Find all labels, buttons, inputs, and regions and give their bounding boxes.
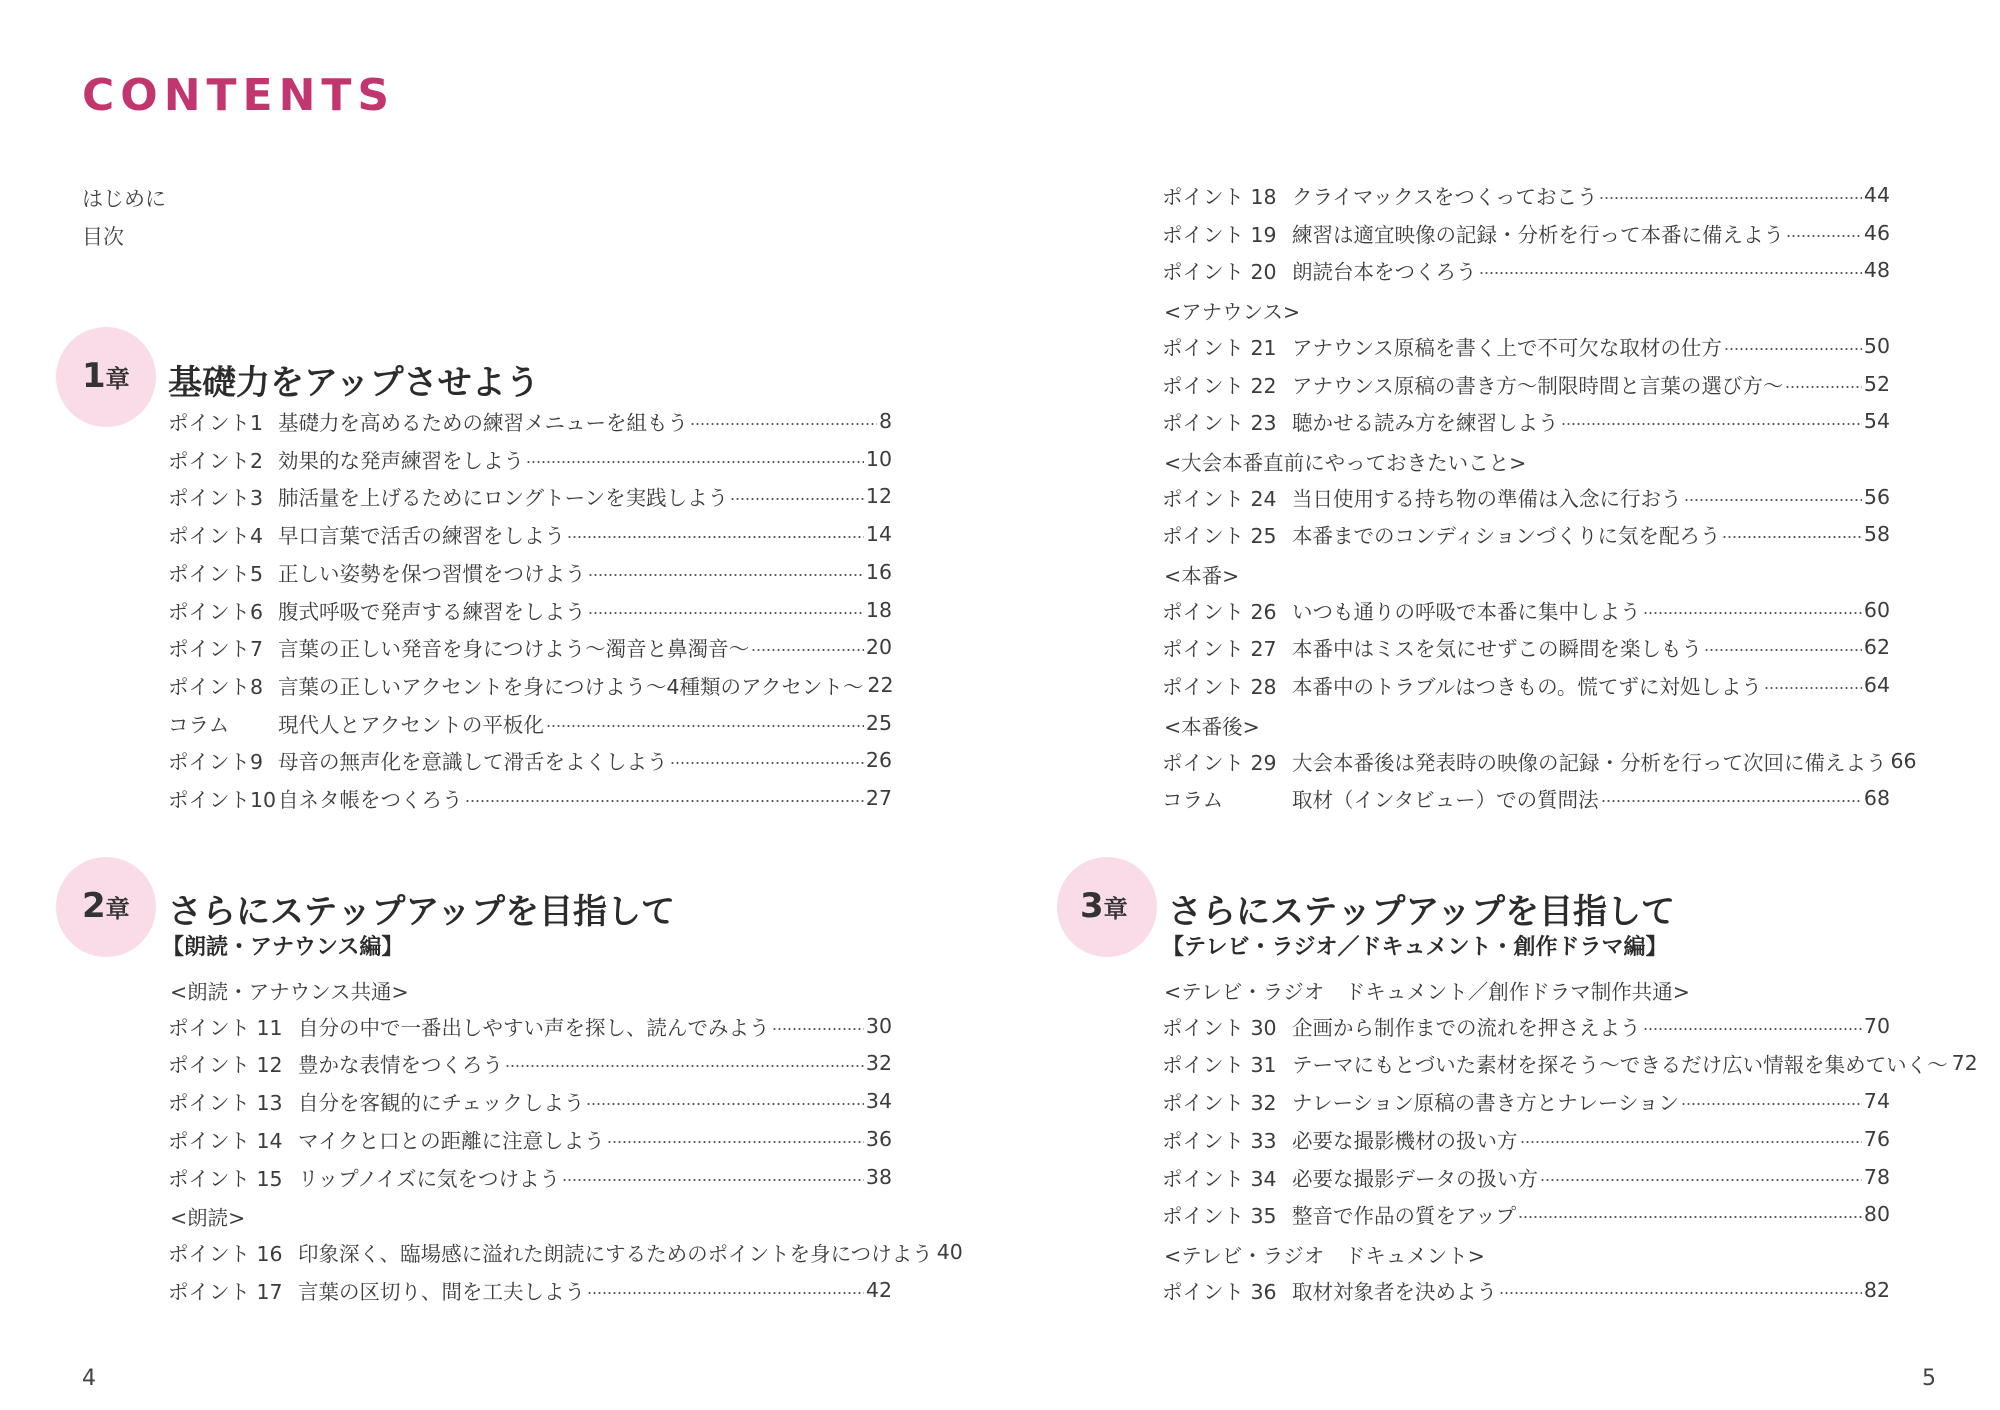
toc-entry[interactable] — [1162, 1275, 1890, 1305]
toc-leader-dots — [730, 498, 864, 500]
toc-entry-page: 48 — [1863, 258, 1890, 283]
toc-entry-label: ポイント4 — [168, 524, 264, 549]
front-matter-item: はじめに — [82, 187, 166, 211]
toc-entry[interactable] — [168, 745, 892, 775]
toc-leader-dots — [690, 423, 877, 425]
toc-entry-title: 取材対象者を決めよう — [1292, 1279, 1497, 1304]
right-page — [1000, 0, 2000, 1410]
toc-entry-page: 8 — [878, 409, 892, 433]
toc-entry-page: 58 — [1863, 522, 1890, 547]
toc-entry[interactable] — [168, 519, 892, 549]
toc-entry[interactable] — [168, 481, 892, 511]
toc-leader-dots — [607, 1141, 864, 1143]
chapter-2-title: さらにステップアップを目指して — [168, 892, 675, 932]
toc-entry-page: 26 — [865, 748, 892, 773]
toc-entry-page: 68 — [1863, 786, 1890, 811]
toc-entry-label: ポイント 29 — [1162, 750, 1277, 775]
toc-entry-label: ポイント 30 — [1162, 1015, 1277, 1040]
toc-entry-page: 64 — [1863, 673, 1890, 698]
toc-entry-label: ポイント 31 — [1162, 1053, 1277, 1078]
toc-section-heading: <大会本番直前にやっておきたいこと> — [1164, 450, 1527, 475]
toc-entry[interactable] — [1162, 1086, 1890, 1116]
toc-leader-dots — [588, 612, 864, 614]
chapter-3-number: 3章 — [1080, 886, 1128, 926]
toc-entry[interactable] — [168, 1011, 892, 1041]
toc-entry[interactable] — [1162, 255, 1890, 285]
toc-entry-title: 母音の無声化を意識して滑舌をよくしよう — [278, 750, 668, 775]
toc-entry-page: 62 — [1863, 635, 1890, 660]
toc-entry-page: 16 — [865, 559, 892, 584]
chapter-3-title: さらにステップアップを目指して — [1168, 892, 1675, 932]
toc-entry-title: 朗読台本をつくろう — [1292, 260, 1477, 285]
toc-entry-page: 40 — [936, 1239, 963, 1264]
toc-entry-page: 74 — [1863, 1089, 1890, 1114]
toc-leader-dots — [1684, 499, 1862, 501]
toc-entry-label: ポイント10 — [168, 788, 277, 812]
toc-entry-page: 76 — [1863, 1126, 1890, 1151]
toc-entry-page: 34 — [865, 1089, 892, 1114]
toc-leader-dots — [751, 649, 864, 651]
toc-entry[interactable] — [1162, 1048, 1978, 1078]
toc-leader-dots — [1643, 1028, 1862, 1030]
toc-section-heading: <朗読> — [170, 1206, 246, 1231]
toc-entry-title: 聴かせる読み方を練習しよう — [1292, 411, 1559, 436]
toc-leader-dots — [586, 1103, 864, 1105]
toc-entry[interactable] — [168, 557, 892, 587]
toc-entry-label: ポイント8 — [168, 674, 264, 699]
toc-entry-label: ポイント7 — [168, 637, 264, 662]
toc-entry-title: 豊かな表情をつくろう — [298, 1053, 503, 1078]
toc-entry-title: いつも通りの呼吸で本番に集中しよう — [1292, 599, 1641, 624]
toc-entry-title: 肺活量を上げるためにロングトーンを実践しよう — [278, 486, 729, 511]
toc-leader-dots — [465, 800, 864, 802]
toc-entry-title: 本番までのコンディションづくりに気を配ろう — [1292, 524, 1721, 549]
toc-entry-label: ポイント 22 — [1162, 373, 1277, 398]
toc-entry-page: 38 — [865, 1164, 892, 1189]
toc-entry-title: 当日使用する持ち物の準備は入念に行おう — [1292, 486, 1682, 511]
toc-entry-title: 本番中のトラブルはつきもの。慌てずに対処しよう — [1292, 675, 1762, 700]
toc-entry-title: 正しい姿勢を保つ習慣をつけよう — [278, 561, 586, 586]
toc-entry-label: ポイント9 — [168, 750, 264, 775]
toc-entry-page: 30 — [865, 1013, 892, 1038]
toc-leader-dots — [1518, 1216, 1862, 1218]
toc-leader-dots — [1540, 1179, 1862, 1181]
toc-entry-label: ポイント 25 — [1162, 524, 1277, 549]
toc-entry-label: ポイント6 — [168, 599, 264, 624]
toc-leader-dots — [526, 461, 864, 463]
toc-entry-title: マイクと口との距離に注意しよう — [298, 1128, 605, 1153]
toc-leader-dots — [1599, 197, 1861, 199]
toc-entry-page: 42 — [865, 1277, 892, 1302]
toc-leader-dots — [1520, 1141, 1862, 1143]
toc-entry-title: 基礎力を高めるための練習メニューを組もう — [278, 411, 688, 435]
toc-entry-label: ポイント 13 — [168, 1091, 283, 1116]
toc-entry-title: 必要な撮影データの扱い方 — [1292, 1166, 1538, 1191]
toc-entry-label: ポイント 18 — [1162, 185, 1277, 209]
toc-entry-title: 本番中はミスを気にせずこの瞬間を楽しもう — [1292, 637, 1702, 662]
toc-entry-page: 14 — [865, 522, 892, 547]
toc-section-heading: <朗読・アナウンス共通> — [170, 980, 409, 1004]
toc-entry[interactable] — [168, 595, 892, 625]
toc-entry-label: ポイント 28 — [1162, 675, 1277, 700]
toc-section-heading: <テレビ・ラジオ ドキュメント> — [1164, 1243, 1485, 1268]
toc-entry[interactable] — [1162, 1124, 1890, 1154]
toc-entry-page: 27 — [865, 786, 892, 810]
toc-entry[interactable] — [1162, 595, 1890, 625]
toc-entry-label: コラム — [1162, 788, 1224, 813]
toc-entry[interactable] — [1162, 218, 1890, 248]
toc-entry-page: 50 — [1863, 333, 1890, 358]
toc-entry[interactable] — [1162, 180, 1890, 210]
chapter-2-number: 2章 — [82, 886, 130, 926]
toc-entry[interactable] — [168, 670, 892, 700]
toc-entry-label: ポイント 23 — [1162, 411, 1277, 436]
toc-entry-page: 82 — [1863, 1277, 1890, 1302]
toc-leader-dots — [546, 725, 864, 727]
toc-entry-title: 企画から制作までの流れを押さえよう — [1292, 1015, 1641, 1040]
toc-leader-dots — [1681, 1103, 1862, 1105]
toc-entry[interactable] — [168, 708, 892, 738]
toc-entry-label: ポイント 27 — [1162, 637, 1277, 662]
toc-entry-page: 70 — [1863, 1013, 1890, 1038]
chapter-2-subtitle: 【朗読・アナウンス編】 — [162, 935, 404, 960]
toc-leader-dots — [1561, 423, 1862, 425]
toc-entry-title: 言葉の区切り、間を工夫しよう — [298, 1279, 585, 1304]
page-title: CONTENTS — [82, 70, 396, 121]
toc-entry[interactable] — [168, 783, 892, 813]
toc-entry-title: 自分を客観的にチェックしよう — [298, 1091, 585, 1116]
toc-entry-label: ポイント 19 — [1162, 222, 1277, 247]
toc-entry-label: ポイント 14 — [168, 1128, 283, 1153]
toc-leader-dots — [1785, 386, 1862, 388]
toc-entry-page: 32 — [865, 1051, 892, 1076]
toc-entry-page: 72 — [1951, 1051, 1978, 1076]
toc-entry[interactable] — [1162, 1011, 1890, 1041]
toc-entry-label: ポイント 36 — [1162, 1279, 1277, 1304]
toc-entry-label: ポイント 21 — [1162, 335, 1277, 360]
toc-leader-dots — [587, 1292, 864, 1294]
toc-entry-title: 早口言葉で活舌の練習をしよう — [278, 524, 565, 549]
toc-leader-dots — [562, 1179, 864, 1181]
toc-leader-dots — [1786, 235, 1862, 237]
toc-leader-dots — [1499, 1292, 1862, 1294]
toc-leader-dots — [1643, 612, 1862, 614]
chapter-1-number: 1章 — [82, 356, 130, 396]
toc-leader-dots — [1724, 348, 1862, 350]
toc-entry-title: アナウンス原稿を書く上で不可欠な取材の仕方 — [1292, 335, 1722, 360]
toc-entry[interactable] — [168, 1162, 892, 1192]
toc-entry-label: ポイント 24 — [1162, 486, 1277, 511]
toc-entry-title: 大会本番後は発表時の映像の記録・分析を行って次回に備えよう — [1292, 750, 1887, 775]
toc-entry-page: 56 — [1863, 484, 1890, 509]
toc-entry[interactable] — [168, 1048, 892, 1078]
chapter-3-subtitle: 【テレビ・ラジオ／ドキュメント・創作ドラマ編】 — [1162, 935, 1668, 960]
toc-leader-dots — [1704, 649, 1862, 651]
toc-entry[interactable] — [1162, 331, 1890, 361]
toc-entry-label: ポイント2 — [168, 448, 264, 473]
page-number-right: 5 — [1922, 1366, 1936, 1391]
toc-entry[interactable] — [1162, 519, 1890, 549]
toc-leader-dots — [1764, 687, 1862, 689]
toc-leader-dots — [1722, 536, 1861, 538]
toc-entry-page: 46 — [1863, 220, 1890, 245]
toc-entry-page: 18 — [865, 597, 892, 622]
chapter-1-title: 基礎力をアップさせよう — [168, 363, 540, 403]
toc-entry[interactable] — [1162, 369, 1890, 399]
toc-entry-title: 言葉の正しい発音を身につけよう〜濁音と鼻濁音〜 — [278, 637, 750, 662]
toc-section-heading: <本番> — [1164, 564, 1240, 588]
toc-entry[interactable] — [1162, 746, 1917, 776]
toc-entry-title: 自分の中で一番出しやすい声を探し、読んでみよう — [298, 1015, 770, 1040]
toc-entry-page: 60 — [1863, 597, 1890, 622]
front-matter-item: 目次 — [82, 225, 124, 249]
toc-entry[interactable] — [168, 406, 892, 436]
toc-entry-title: 現代人とアクセントの平板化 — [278, 712, 544, 737]
toc-entry-title: 自ネタ帳をつくろう — [278, 788, 463, 812]
toc-entry[interactable] — [1162, 482, 1890, 512]
toc-entry-label: ポイント 15 — [168, 1166, 283, 1191]
toc-section-heading: <アナウンス> — [1164, 300, 1301, 325]
toc-entry-label: ポイント 32 — [1162, 1091, 1277, 1116]
toc-entry-label: ポイント 12 — [168, 1053, 283, 1078]
page-number-left: 4 — [82, 1366, 96, 1391]
toc-leader-dots — [505, 1065, 864, 1067]
toc-entry-label: ポイント 11 — [168, 1015, 283, 1040]
toc-entry-title: クライマックスをつくっておこう — [1292, 185, 1598, 209]
toc-entry-label: ポイント 34 — [1162, 1166, 1277, 1191]
toc-entry-page: 66 — [1890, 748, 1917, 773]
toc-entry-page: 22 — [867, 672, 894, 697]
toc-entry-label: コラム — [168, 712, 230, 737]
toc-entry-title: テーマにもとづいた素材を探そう〜できるだけ広い情報を集めていく〜 — [1292, 1053, 1948, 1078]
toc-entry[interactable] — [1162, 783, 1890, 813]
toc-leader-dots — [567, 536, 864, 538]
toc-entry-title: アナウンス原稿の書き方〜制限時間と言葉の選び方〜 — [1292, 373, 1784, 398]
toc-entry[interactable] — [1162, 632, 1890, 662]
toc-entry-title: 印象深く、臨場感に溢れた朗読にするためのポイントを身につけよう — [298, 1241, 933, 1266]
toc-entry-title: 練習は適宜映像の記録・分析を行って本番に備えよう — [1292, 222, 1784, 247]
toc-entry-page: 10 — [865, 446, 892, 471]
toc-entry-title: リップノイズに気をつけよう — [298, 1166, 560, 1191]
toc-entry-title: 効果的な発声練習をしよう — [278, 448, 524, 473]
toc-entry[interactable] — [1162, 1199, 1890, 1229]
toc-entry-page: 44 — [1863, 183, 1890, 207]
toc-leader-dots — [588, 574, 864, 576]
toc-entry-page: 25 — [865, 710, 892, 735]
toc-entry-page: 36 — [865, 1126, 892, 1151]
toc-leader-dots — [772, 1028, 864, 1030]
toc-entry[interactable] — [168, 632, 892, 662]
toc-entry-title: 整音で作品の質をアップ — [1292, 1204, 1517, 1229]
toc-entry[interactable] — [1162, 670, 1890, 700]
toc-entry-label: ポイント1 — [168, 411, 264, 435]
toc-entry[interactable] — [1162, 1162, 1890, 1192]
toc-leader-dots — [1601, 800, 1862, 802]
toc-entry-title: 取材（インタビュー）での質問法 — [1292, 788, 1599, 813]
toc-entry-title: 腹式呼吸で発声する練習をしよう — [278, 599, 586, 624]
toc-entry-title: 言葉の正しいアクセントを身につけよう〜4種類のアクセント〜 — [278, 674, 864, 699]
toc-entry-page: 20 — [865, 635, 892, 660]
toc-leader-dots — [670, 762, 864, 764]
toc-entry[interactable] — [168, 1086, 892, 1116]
toc-section-heading: <テレビ・ラジオ ドキュメント／創作ドラマ制作共通> — [1164, 980, 1690, 1004]
toc-entry-page: 12 — [865, 484, 892, 509]
toc-entry-title: 必要な撮影機材の扱い方 — [1292, 1128, 1518, 1153]
toc-entry-label: ポイント 16 — [168, 1241, 283, 1266]
toc-entry-page: 52 — [1863, 371, 1890, 396]
toc-entry-label: ポイント 20 — [1162, 260, 1277, 285]
toc-entry-label: ポイント3 — [168, 486, 264, 511]
toc-entry[interactable] — [168, 1124, 892, 1154]
toc-entry[interactable] — [168, 444, 892, 474]
toc-entry-label: ポイント5 — [168, 561, 264, 586]
toc-entry-label: ポイント 33 — [1162, 1128, 1277, 1153]
toc-entry-page: 54 — [1863, 409, 1890, 434]
toc-entry[interactable] — [168, 1237, 963, 1267]
toc-entry-title: ナレーション原稿の書き方とナレーション — [1292, 1091, 1680, 1116]
toc-entry[interactable] — [1162, 406, 1890, 436]
toc-entry-label: ポイント 17 — [168, 1279, 283, 1304]
toc-leader-dots — [1479, 272, 1862, 274]
toc-entry-label: ポイント 35 — [1162, 1204, 1277, 1229]
toc-entry[interactable] — [168, 1275, 892, 1305]
toc-entry-page: 78 — [1863, 1164, 1890, 1189]
toc-section-heading: <本番後> — [1164, 714, 1260, 739]
toc-entry-page: 80 — [1863, 1202, 1890, 1227]
toc-entry-label: ポイント 26 — [1162, 599, 1277, 624]
